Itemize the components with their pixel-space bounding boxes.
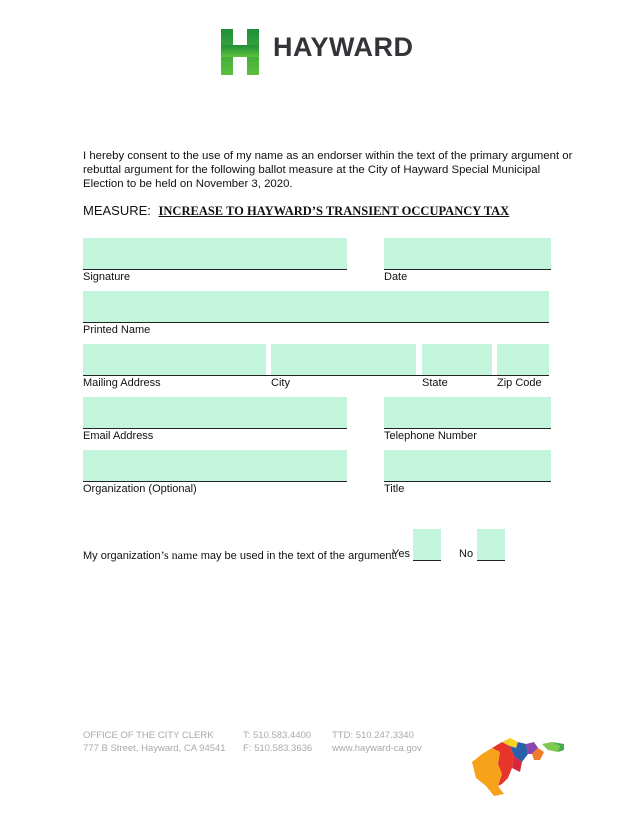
printed-name-field[interactable] (83, 291, 549, 322)
footer-ttd: TTD: 510.247.3340 (332, 730, 414, 741)
signature-underline (83, 269, 347, 270)
date-label: Date (384, 271, 408, 283)
signature-label: Signature (83, 271, 131, 283)
measure-title: INCREASE TO HAYWARD’S TRANSIENT OCCUPANCY TAX (158, 204, 510, 218)
mailing-address-field[interactable] (83, 344, 266, 375)
mailing-address-label: Mailing Address (83, 377, 161, 389)
no-underline (477, 560, 505, 561)
city-label: City (271, 377, 290, 389)
measure-line (83, 203, 509, 219)
telephone-field[interactable] (384, 397, 551, 428)
zip-code-field[interactable] (497, 344, 549, 375)
yes-label: Yes (392, 548, 410, 560)
yes-underline (413, 560, 441, 561)
email-field[interactable] (83, 397, 347, 428)
telephone-underline (384, 428, 551, 429)
title-underline (384, 481, 551, 482)
email-label: Email Address (83, 430, 154, 442)
hayward-map-icon (468, 734, 568, 798)
consent-apostrophe: ’s name (160, 548, 198, 562)
organization-underline (83, 481, 347, 482)
hayward-h-icon (221, 29, 261, 75)
no-label: No (459, 548, 474, 560)
yes-field[interactable] (413, 529, 441, 560)
organization-label: Organization (Optional) (83, 483, 197, 495)
consent-suffix: may be used in the text of the argument. (197, 550, 398, 562)
title-label: Title (384, 483, 405, 495)
city-field[interactable] (271, 344, 416, 375)
printed-name-label: Printed Name (83, 324, 151, 336)
measure-prefix: MEASURE: (83, 203, 151, 218)
organization-field[interactable] (83, 450, 347, 481)
consent-statement: I hereby consent to the use of my name as an endorser within the text of the primary argument or rebuttal argument for the following ballot measure at the City of Hayward Special Municipal Election to be held on November 3, 2020. (83, 150, 573, 190)
zip-code-label: Zip Code (497, 377, 542, 389)
title-field[interactable] (384, 450, 551, 481)
email-underline (83, 428, 347, 429)
no-field[interactable] (477, 529, 505, 560)
consent-prefix: My organization (83, 550, 161, 562)
footer-website: www.hayward-ca.gov (332, 743, 422, 754)
signature-field[interactable] (83, 238, 347, 269)
address-underline (83, 375, 549, 376)
date-field[interactable] (384, 238, 551, 269)
brand-name: HAYWARD (273, 32, 414, 62)
telephone-label: Telephone Number (384, 430, 477, 442)
footer-phone: T: 510.583.4400 (243, 730, 312, 741)
date-underline (384, 269, 551, 270)
footer-fax: F: 510.583.3636 (243, 743, 313, 754)
footer-office: OFFICE OF THE CITY CLERK (83, 730, 214, 741)
state-label: State (422, 377, 448, 389)
printed-name-underline (83, 322, 549, 323)
state-field[interactable] (422, 344, 492, 375)
organization-consent-text (83, 548, 398, 563)
footer-address: 777 B Street, Hayward, CA 94541 (83, 743, 226, 754)
